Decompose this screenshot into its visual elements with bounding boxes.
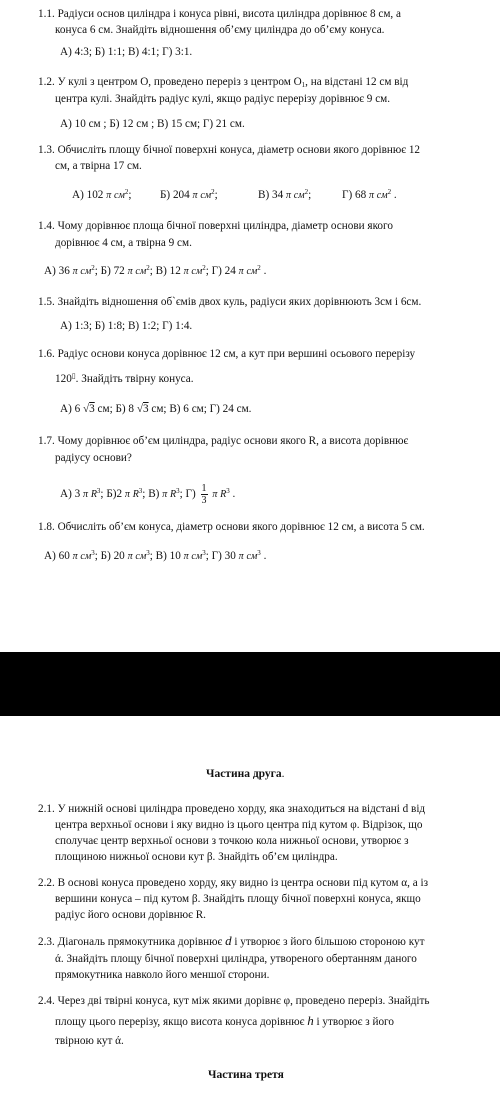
question-1-2-answers: А) 10 см ; Б) 12 см ; В) 15 см; Г) 21 см. bbox=[60, 118, 245, 130]
question-1-3-option-a: А) 102 π $см^2$; bbox=[72, 188, 132, 201]
question-1-3-option-c: В) 34 π $см^2$; bbox=[258, 188, 312, 201]
question-2-2-line-2: вершини конуса – під кутом β. Знайдіть площу бічної поверхні конуса, якщо bbox=[55, 893, 421, 905]
question-1-3-line-2: см, а твірна 17 см. bbox=[55, 160, 142, 172]
question-2-3-line-3: прямокутника навколо його меншої сторони. bbox=[55, 969, 270, 981]
question-2-3-line-2: ά. Знайдіть площу бічної поверхні циліндра, утвореного обертанням даного bbox=[55, 953, 417, 965]
question-1-6-line-2: 120▯. Знайдіть твірну конуса. bbox=[55, 372, 194, 385]
question-2-2-line-1: 2.2. В основі конуса проведено хорду, яку видно із центра основи під кутом α, а із bbox=[38, 877, 429, 889]
question-2-1-line-2: центра верхньої основи і яку видно із цього центра під кутом φ. Відрізок, що bbox=[55, 819, 423, 831]
question-2-4-line-2: площу цього перерізу, якщо висота конуса дорівнює h і утворює з його bbox=[55, 1013, 394, 1028]
question-1-3-option-b: Б) 204 π $см^2$; bbox=[160, 188, 218, 201]
question-1-6-line-1: 1.6. Радіус основи конуса дорівнює 12 см, а кут при вершині осьового перерізу bbox=[38, 348, 416, 360]
question-1-7-options: А) 3 π $R^3$; Б)2 π $R^3$; В) π $R^3$; Г) $\frac{1}{3}$ π $R^3$ . bbox=[60, 483, 236, 506]
part-two-heading: Частина друга. bbox=[206, 768, 285, 780]
question-1-7-line-2: радіусу основи? bbox=[55, 452, 132, 464]
question-1-1-answers: А) 4:3; Б) 1:1; В) 4:1; Г) 3:1. bbox=[60, 46, 193, 58]
question-1-7-line-1: 1.7. Чому дорівнює об’єм циліндра, радіус основи якого R, а висота дорівнює bbox=[38, 435, 409, 447]
question-1-4-line-2: дорівнює 4 см, а твірна 9 см. bbox=[55, 237, 192, 249]
question-1-2-line-1: 1.2. У кулі з центром О, проведено переріз з центром $О_1$, на відстані 12 см від bbox=[38, 76, 409, 89]
question-2-2-line-3: радіус його основи дорівнює R. bbox=[55, 909, 206, 921]
question-2-4-line-1: 2.4. Через дві твірні конуса, кут між якими дорівнє φ, проведено переріз. Знайдіть bbox=[38, 995, 430, 1007]
part-three-heading: Частина третя bbox=[208, 1069, 284, 1081]
question-2-1-line-1: 2.1. У нижній основі циліндра проведено хорду, яка знаходиться на відстані d від bbox=[38, 803, 426, 815]
question-1-6-options: А) 6 √3 см; Б) 8 √3 см; В) 6 см; Г) 24 см. bbox=[60, 403, 252, 415]
question-1-4-options: А) 36 π $см^2$; Б) 72 π $см^2$; В) 12 π $см^2$; Г) 24 π $см^2$ . bbox=[44, 264, 267, 277]
question-1-4-line-1: 1.4. Чому дорівнює площа бічної поверхні циліндра, діаметр основи якого bbox=[38, 220, 393, 232]
fraction-one-third: $\frac{1}{3}$ bbox=[201, 483, 207, 506]
question-2-1-line-3: сполучає центр верхньої основи з точкою кола нижньої основи, утворює з bbox=[55, 835, 409, 847]
question-1-8-options: А) 60 π $см^3$; Б) 20 π $см^3$; В) 10 π $см^3$; Г) 30 π $см^3$ . bbox=[44, 549, 267, 562]
question-1-3-option-d: Г) 68 π $см^2$ . bbox=[342, 188, 397, 201]
question-1-1-line-1: 1.1. Радіуси основ циліндра і конуса рівні, висота циліндра дорівнює 8 см, а bbox=[38, 8, 401, 20]
question-2-1-line-4: площиною нижньої основи кут β. Знайдіть об’єм циліндра. bbox=[55, 851, 338, 863]
page-two bbox=[0, 716, 500, 1111]
page-separator bbox=[0, 652, 500, 716]
question-2-4-line-3: твірною кут ά. bbox=[55, 1035, 124, 1047]
question-1-1-line-2: конуса 6 см. Знайдіть відношення об’єму циліндра до об’єму конуса. bbox=[55, 24, 385, 36]
question-1-8-line-1: 1.8. Обчисліть об’єм конуса, діаметр основи якого дорівнює 12 см, а висота 5 см. bbox=[38, 521, 425, 533]
question-1-5-line-1: 1.5. Знайдіть відношення об`ємів двох куль, радіуси яких дорівнюють 3см і 6см. bbox=[38, 296, 422, 308]
question-1-3-line-1: 1.3. Обчисліть площу бічної поверхні конуса, діаметр основи якого дорівнює 12 bbox=[38, 144, 421, 156]
question-1-5-answers: А) 1:3; Б) 1:8; В) 1:2; Г) 1:4. bbox=[60, 320, 193, 332]
question-1-2-line-2: центра кулі. Знайдіть радіус кулі, якщо радіус перерізу дорівнює 9 см. bbox=[55, 93, 391, 105]
question-2-3-line-1: 2.3. Діагональ прямокутника дорівнює d і утворює з його більшою стороною кут bbox=[38, 933, 425, 948]
